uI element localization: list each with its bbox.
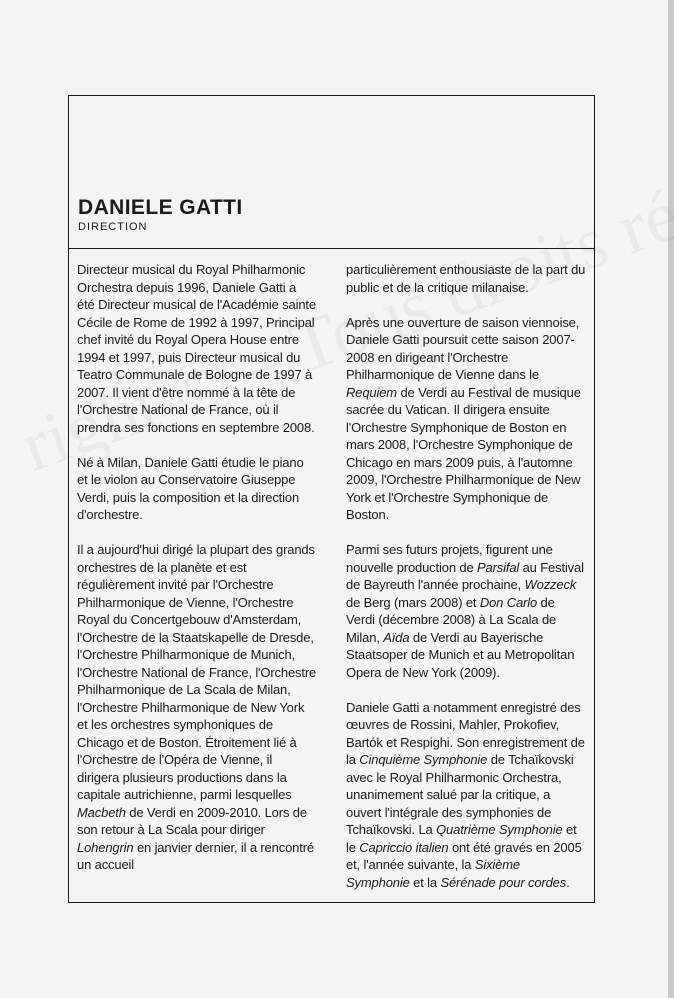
text-run: et la <box>409 874 441 890</box>
work-title: Quatrième Symphonie <box>436 822 563 837</box>
work-title: Sixième Symphonie <box>346 857 521 890</box>
text-run: . <box>566 874 570 890</box>
work-title: Wozzeck <box>524 577 577 592</box>
work-title: Aïda <box>383 629 410 645</box>
work-title: Parsifal <box>476 559 520 575</box>
text-run: de Verdi au Bayerische Staatsoper de Munich et au Metropolitan Opera de New York (2009). <box>346 629 575 680</box>
text-run: de Verdi en 2009-2010. Lors de son retour à La Scala pour diriger <box>77 804 307 837</box>
paragraph <box>77 541 317 874</box>
artist-role: DIRECTION <box>78 221 148 233</box>
right-column <box>346 261 586 909</box>
paragraph <box>346 699 586 892</box>
text-run: de Tchaïkovski avec le Royal Philharmonic Orchestra, unanimement salué par la critique, a ouvert l'intégrale des symphonies de Tchaïkovski. La <box>346 752 574 837</box>
left-column <box>77 261 317 891</box>
paragraph: Né à Milan, Daniele Gatti étudie le piano et le violon au Conservatoire Giuseppe Verdi, puis la composition et la direction d'orchestre. <box>77 454 304 522</box>
paragraph: particulièrement enthousiaste de la part du public et de la critique milanaise. <box>346 262 586 295</box>
paragraph <box>346 314 586 524</box>
text-run: au Festival de Bayreuth l'année prochaine, <box>346 559 584 592</box>
text-run: en janvier dernier, il a rencontré un accueil <box>77 839 314 872</box>
artist-name: DANIELE GATTI <box>78 196 243 219</box>
text-run: et le <box>346 822 577 855</box>
text-run: ont été gravés en 2005 et, l'année suivante, la <box>346 839 582 872</box>
paragraph: Directeur musical du Royal Philharmonic Orchestra depuis 1996, Daniele Gatti a été Directeur musical de l'Académie sainte Cécile de Rome de 1992 à 1997, Principal chef invité du Royal Opera House entre 1994 et 1997, puis Directeur musical du Teatro Communale de Bologne de 1997 à 2007. Il vient d'être nommé à la tête de l'Orchestre National de France, où il prendra ses fonctions en septembre 2008. <box>77 262 316 435</box>
work-title: Requiem <box>346 384 397 400</box>
work-title: Lohengrin <box>77 839 134 855</box>
paragraph <box>346 541 586 681</box>
text-run: Après une ouverture de saison viennoise, Daniele Gatti poursuit cette saison 2007-2008 en dirigeant l'Orchestre Philharmonique de Vienne dans le <box>346 314 580 382</box>
text-run: Parmi ses futurs projets, figurent une nouvelle production de <box>346 542 553 575</box>
text-run: de Berg (mars 2008) et <box>346 594 480 610</box>
page-edge <box>668 0 674 998</box>
text-run: Daniele Gatti a notamment enregistré des œuvres de Rossini, Mahler, Prokofiev, Bartók et Respighi. Son enregistrement de la <box>346 699 585 767</box>
work-title: Macbeth <box>77 804 126 820</box>
text-run: de Verdi (décembre 2008) à La Scala de Milan, <box>346 594 557 645</box>
work-title: Capriccio italien <box>359 839 449 855</box>
biography-frame <box>68 95 595 903</box>
biography-header <box>69 96 594 249</box>
text-run: Il a aujourd'hui dirigé la plupart des grands orchestres de la planète et est régulièrement invité par l'Orchestre Philharmonique de Vienne, l'Orchestre Royal du Concertgebouw d'Amsterdam, l'Orchestre de la Staatskapelle de Dresde, l'Orchestre Philharmonique de Munich, l'Orchestre National de France, l'Orchestre Philharmonique de La Scala de Milan, l'Orchestre Philharmonique de New York et les orchestres symphoniques de Chicago et de Boston. Étroitement lié à l'Orchestre de l'Opéra de Vienne, il dirigera plusieurs productions dans la capitale autrichienne, parmi lesquelles <box>77 542 317 802</box>
work-title: Don Carlo <box>479 594 538 610</box>
work-title: Sérénade pour cordes <box>440 874 567 890</box>
text-run: de Verdi au Festival de musique sacrée du Vatican. Il dirigera ensuite l'Orchestre Symphonique de Boston en mars 2008, l'Orchestre Symphonique de Chicago en mars 2009 puis, à l'automne 2009, l'Orchestre Philharmonique de New York et l'Orchestre Symphonique de Boston. <box>346 384 581 522</box>
work-title: Cinquième Symphonie <box>359 752 488 767</box>
